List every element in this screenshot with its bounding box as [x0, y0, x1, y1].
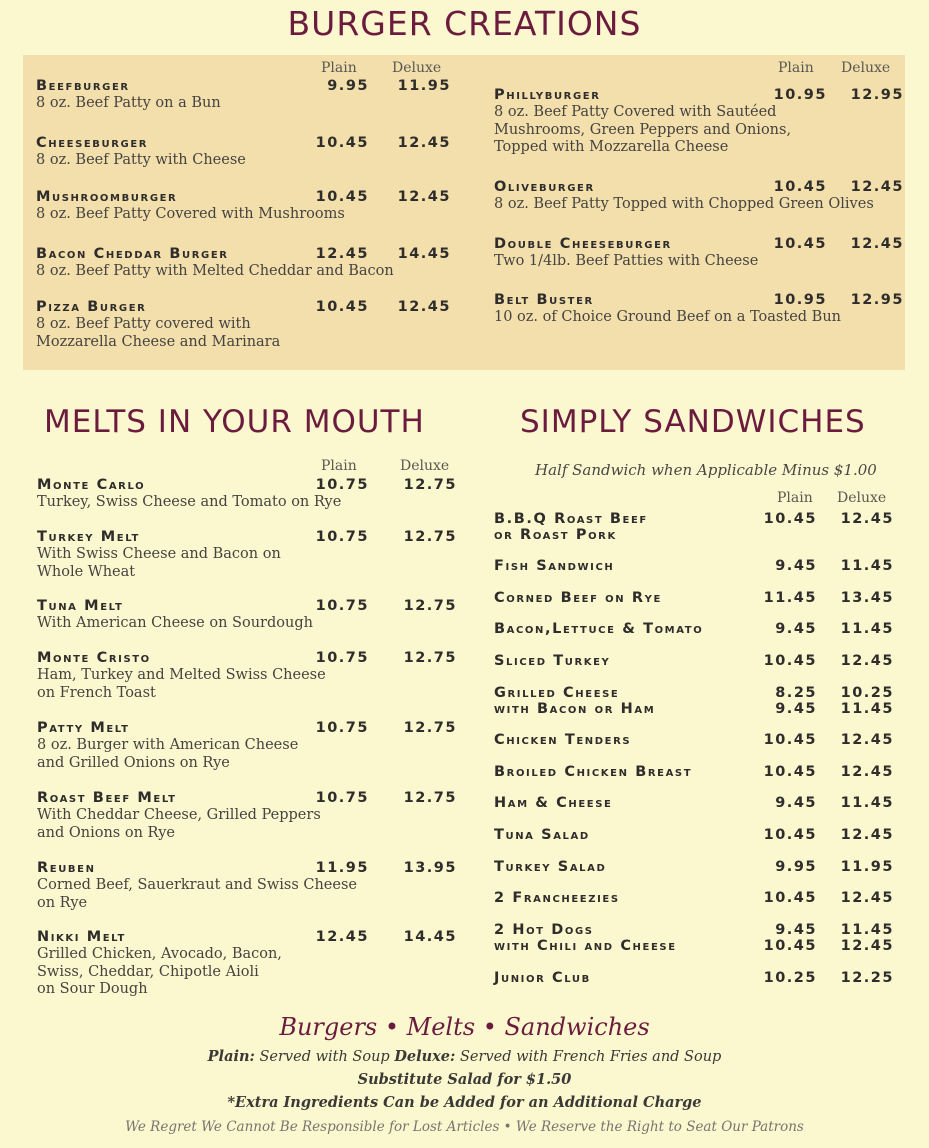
half-sandwich-note: Half Sandwich when Applicable Minus $1.00 — [535, 461, 877, 479]
plain-price: 10.45 — [763, 732, 817, 748]
plain-price: 10.45 — [763, 890, 817, 906]
menu-item — [494, 236, 904, 296]
menu-item — [494, 890, 894, 924]
plain-price: 11.45 — [763, 590, 817, 606]
item-description: 8 oz. Beef Patty Covered with Mushrooms — [36, 206, 345, 222]
item-description: With American Cheese on Sourdough — [37, 615, 313, 631]
substitute-salad-note: Substitute Salad for $1.50 — [357, 1071, 572, 1088]
deluxe-price: 10.25 — [840, 685, 894, 701]
plain-price: 10.45 — [763, 827, 817, 843]
item-name: B.B.Q Roast Beef — [494, 511, 648, 527]
deluxe-price: 12.45 — [850, 179, 904, 195]
item-name: Corned Beef on Rye — [494, 590, 662, 606]
item-name: Double Cheeseburger — [494, 236, 672, 252]
item-name: Chicken Tenders — [494, 732, 632, 748]
deluxe-price: 14.45 — [403, 929, 457, 945]
menu-item — [36, 189, 451, 249]
deluxe-price: 11.95 — [840, 859, 894, 875]
menu-item — [37, 598, 457, 658]
deluxe-price: 11.45 — [840, 621, 894, 637]
sandwiches-title: SIMPLY SANDWICHES — [520, 404, 866, 440]
plain-price: 10.45 — [763, 511, 817, 527]
deluxe-price: 14.45 — [397, 246, 451, 262]
plain-price: 9.95 — [775, 859, 817, 875]
plain-header: Plain — [777, 490, 813, 506]
menu-item — [494, 764, 894, 798]
item-description: on Sour Dough — [37, 981, 148, 997]
menu-item — [37, 720, 457, 780]
deluxe-price: 12.45 — [840, 732, 894, 748]
item-name: Sliced Turkey — [494, 653, 611, 669]
item-description: Mozzarella Cheese and Marinara — [36, 333, 281, 350]
item-description: 8 oz. Beef Patty Topped with Chopped Green Olives — [494, 196, 874, 212]
item-description: With Cheddar Cheese, Grilled Peppers — [37, 807, 321, 823]
plain-price: 10.75 — [315, 598, 369, 614]
deluxe-price: 12.45 — [840, 890, 894, 906]
plain-price: 9.45 — [775, 922, 817, 938]
item-description: and Onions on Rye — [37, 824, 175, 841]
item-description: Turkey, Swiss Cheese and Tomato on Rye — [37, 494, 342, 510]
menu-item — [494, 87, 904, 155]
menu-item — [36, 78, 451, 138]
plain-price: 9.95 — [327, 78, 369, 94]
menu-item — [494, 590, 894, 624]
plain-price: 10.95 — [773, 87, 827, 103]
plain-price: 10.45 — [773, 179, 827, 195]
plain-price: 10.45 — [763, 937, 817, 954]
disclaimer: We Regret We Cannot Be Responsible for Lost Articles • We Reserve the Right to Seat Our Patrons — [125, 1119, 804, 1135]
item-name: Bacon,Lettuce & Tomato — [494, 621, 704, 637]
item-description: With Swiss Cheese and Bacon on — [37, 546, 281, 562]
menu-item — [36, 299, 451, 359]
deluxe-price: 12.45 — [840, 511, 894, 527]
plain-header: Plain — [321, 458, 357, 474]
deluxe-price: 12.45 — [840, 937, 894, 954]
item-description: 8 oz. Beef Patty with Cheese — [36, 152, 246, 168]
deluxe-price: 12.45 — [397, 135, 451, 151]
item-description: Whole Wheat — [37, 563, 136, 580]
item-name: Pizza Burger — [36, 299, 147, 315]
item-description: Mushrooms, Green Peppers and Onions, — [494, 121, 792, 138]
item-description: Grilled Chicken, Avocado, Bacon, — [37, 946, 282, 962]
plain-price: 12.45 — [315, 929, 369, 945]
item-name: Monte Cristo — [37, 650, 151, 666]
item-name: Broiled Chicken Breast — [494, 764, 693, 780]
deluxe-header: Deluxe — [400, 458, 450, 474]
plain-price: 10.45 — [763, 764, 817, 780]
deluxe-price: 12.75 — [403, 477, 457, 493]
footer-title: Burgers • Melts • Sandwiches — [279, 1013, 650, 1041]
plain-price: 9.45 — [775, 795, 817, 811]
plain-price: 10.45 — [315, 189, 369, 205]
menu-item — [494, 621, 894, 655]
plain-price: 9.45 — [775, 700, 817, 717]
plain-price: 10.25 — [763, 970, 817, 986]
deluxe-header: Deluxe — [837, 490, 887, 506]
menu-item — [494, 685, 894, 719]
menu-item — [37, 477, 457, 537]
item-name: Turkey Melt — [37, 529, 140, 545]
deluxe-price: 13.95 — [403, 860, 457, 876]
item-name: Grilled Cheese — [494, 685, 620, 701]
item-name: Bacon Cheddar Burger — [36, 246, 229, 262]
item-name: or Roast Pork — [494, 526, 617, 543]
deluxe-header: Deluxe — [841, 60, 891, 76]
item-description: 8 oz. Burger with American Cheese — [37, 737, 299, 753]
item-description: on Rye — [37, 894, 88, 911]
burger-creations-title: BURGER CREATIONS — [287, 4, 642, 43]
deluxe-price: 12.45 — [840, 764, 894, 780]
plain-price: 10.75 — [315, 790, 369, 806]
menu-item — [494, 922, 894, 956]
plain-header: Plain — [321, 60, 357, 76]
deluxe-price: 11.45 — [840, 795, 894, 811]
plain-price: 11.95 — [315, 860, 369, 876]
melts-column — [37, 458, 457, 1003]
item-description: Corned Beef, Sauerkraut and Swiss Cheese — [37, 877, 357, 893]
plain-price: 9.45 — [775, 558, 817, 574]
item-name: Ham & Cheese — [494, 795, 613, 811]
plain-price: 10.75 — [315, 477, 369, 493]
item-name: Nikki Melt — [37, 929, 126, 945]
deluxe-price: 11.45 — [840, 922, 894, 938]
deluxe-price: 12.75 — [403, 529, 457, 545]
menu-item — [494, 558, 894, 592]
deluxe-price: 12.95 — [850, 87, 904, 103]
extra-ingredients-note: *Extra Ingredients Can be Added for an Additional Charge — [227, 1094, 702, 1111]
item-name: Belt Buster — [494, 292, 594, 308]
item-name: 2 Hot Dogs — [494, 922, 594, 938]
deluxe-price: 11.45 — [840, 558, 894, 574]
plain-price: 10.75 — [315, 720, 369, 736]
deluxe-price: 12.75 — [403, 598, 457, 614]
burger-left-column — [36, 60, 451, 360]
item-description: and Grilled Onions on Rye — [37, 754, 230, 771]
plain-header: Plain — [778, 60, 814, 76]
item-name: Roast Beef Melt — [37, 790, 177, 806]
item-name: Mushroomburger — [36, 189, 178, 205]
plain-price: 12.45 — [315, 246, 369, 262]
deluxe-price: 12.75 — [403, 720, 457, 736]
menu-item — [494, 732, 894, 766]
item-name: with Bacon or Ham — [494, 700, 656, 717]
item-description: 8 oz. Beef Patty with Melted Cheddar and Bacon — [36, 263, 394, 279]
menu-item — [494, 795, 894, 829]
item-name: Fish Sandwich — [494, 558, 615, 574]
plain-price: 10.45 — [773, 236, 827, 252]
deluxe-price: 11.45 — [840, 700, 894, 717]
item-name: Cheeseburger — [36, 135, 149, 151]
plain-price: 10.45 — [763, 653, 817, 669]
item-name: Monte Carlo — [37, 477, 146, 493]
deluxe-price: 12.75 — [403, 790, 457, 806]
plain-price: 10.45 — [315, 135, 369, 151]
item-description: Swiss, Cheddar, Chipotle Aioli — [37, 963, 259, 980]
menu-item — [494, 859, 894, 893]
item-description: 8 oz. Beef Patty on a Bun — [36, 95, 221, 111]
deluxe-price: 12.95 — [850, 292, 904, 308]
menu-item — [494, 827, 894, 861]
deluxe-price: 11.95 — [397, 78, 451, 94]
deluxe-price: 12.45 — [397, 189, 451, 205]
item-name: 2 Francheezies — [494, 890, 620, 906]
deluxe-label: Deluxe: — [394, 1048, 456, 1065]
item-name: Beefburger — [36, 78, 130, 94]
menu-item — [494, 292, 904, 352]
item-description: Two 1/4lb. Beef Patties with Cheese — [494, 253, 759, 269]
item-name: Junior Club — [494, 970, 591, 986]
plain-price: 10.95 — [773, 292, 827, 308]
footer-served-line — [0, 1048, 929, 1065]
item-name: with Chili and Cheese — [494, 937, 677, 954]
deluxe-price: 12.25 — [840, 970, 894, 986]
item-name: Phillyburger — [494, 87, 601, 103]
item-name: Turkey Salad — [494, 859, 607, 875]
plain-price: 10.45 — [315, 299, 369, 315]
menu-item — [494, 179, 904, 239]
item-name: Patty Melt — [37, 720, 130, 736]
item-name: Tuna Melt — [37, 598, 124, 614]
deluxe-header: Deluxe — [392, 60, 442, 76]
melts-title: MELTS IN YOUR MOUTH — [44, 404, 425, 440]
item-description: 8 oz. Beef Patty Covered with Sautéed — [494, 104, 777, 120]
plain-text: Served with Soup — [254, 1049, 395, 1065]
item-name: Tuna Salad — [494, 827, 590, 843]
item-description: Topped with Mozzarella Cheese — [494, 139, 729, 155]
burger-right-column — [494, 60, 904, 340]
menu-item — [37, 790, 457, 850]
menu-item — [36, 246, 451, 306]
plain-price: 10.75 — [315, 529, 369, 545]
menu-item — [494, 511, 894, 545]
menu-item — [37, 529, 457, 589]
deluxe-price: 13.45 — [840, 590, 894, 606]
plain-price: 9.45 — [775, 621, 817, 637]
plain-price: 8.25 — [775, 685, 817, 701]
menu-item — [37, 650, 457, 710]
menu-item — [37, 860, 457, 920]
sandwiches-column — [494, 490, 894, 990]
item-description: 8 oz. Beef Patty covered with — [36, 316, 251, 332]
menu-item — [36, 135, 451, 195]
item-description: on French Toast — [37, 684, 156, 701]
menu-item — [494, 653, 894, 687]
menu-item — [494, 970, 894, 1004]
deluxe-price: 12.45 — [840, 827, 894, 843]
deluxe-price: 12.45 — [397, 299, 451, 315]
deluxe-price: 12.45 — [850, 236, 904, 252]
item-name: Oliveburger — [494, 179, 595, 195]
plain-price: 10.75 — [315, 650, 369, 666]
deluxe-price: 12.75 — [403, 650, 457, 666]
item-description: 10 oz. of Choice Ground Beef on a Toasted Bun — [494, 309, 841, 325]
deluxe-price: 12.45 — [840, 653, 894, 669]
item-description: Ham, Turkey and Melted Swiss Cheese — [37, 667, 326, 683]
item-name: Reuben — [37, 860, 96, 876]
menu-item — [37, 929, 457, 997]
plain-label: Plain: — [207, 1048, 255, 1065]
deluxe-text: Served with French Fries and Soup — [455, 1049, 722, 1065]
